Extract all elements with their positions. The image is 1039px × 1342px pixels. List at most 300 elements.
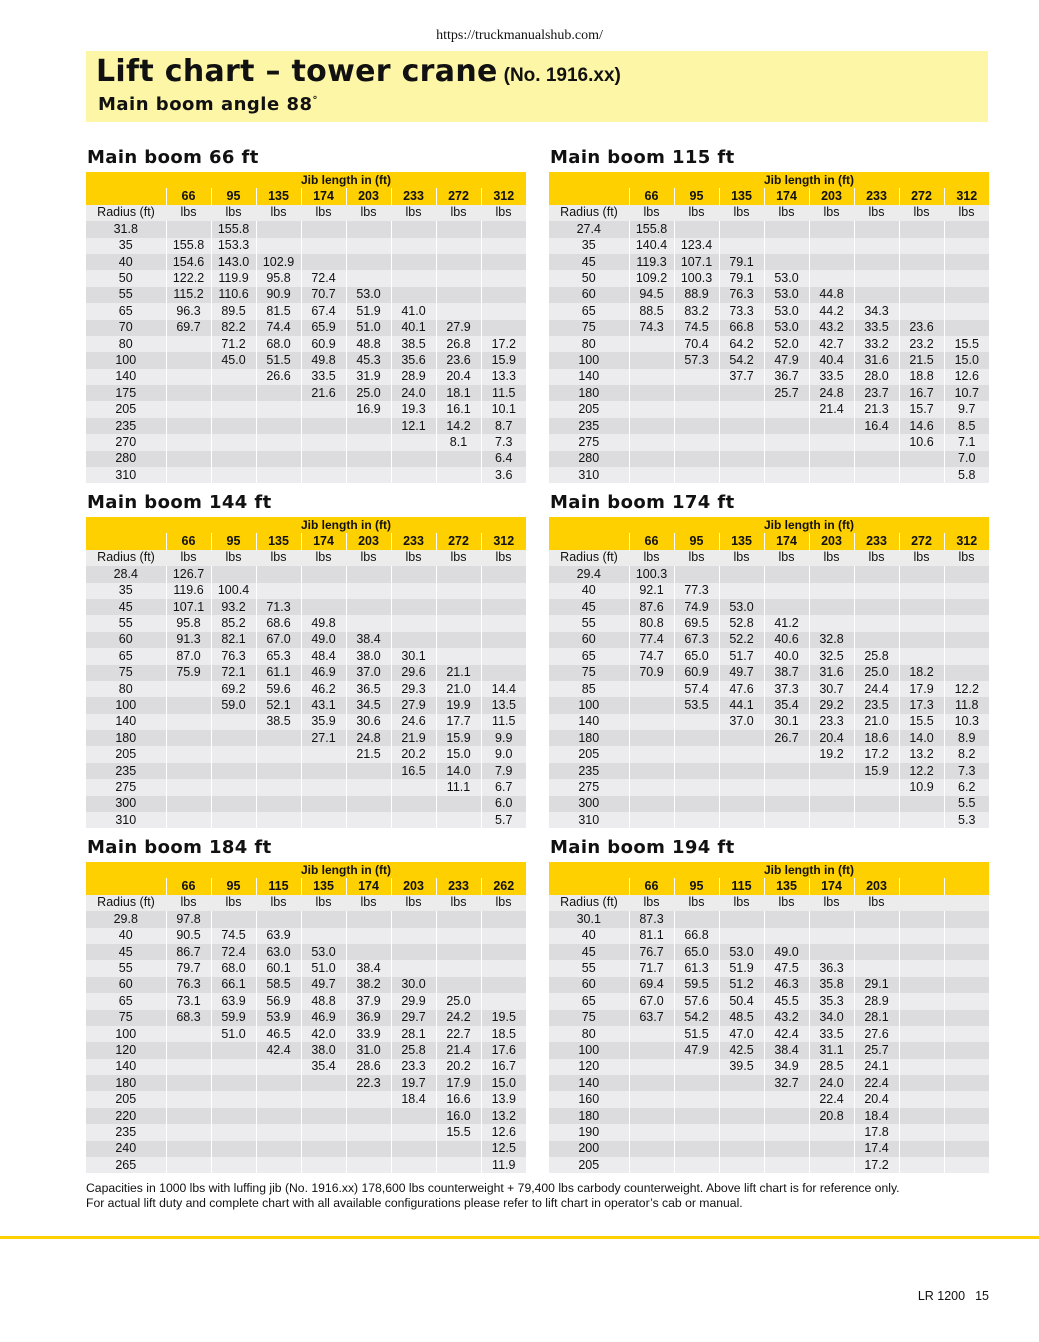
capacity-cell bbox=[944, 320, 989, 336]
capacity-cell bbox=[629, 385, 674, 401]
capacity-cell bbox=[629, 467, 674, 483]
capacity-cell: 6.2 bbox=[944, 779, 989, 795]
capacity-cell: 17.9 bbox=[436, 1075, 481, 1091]
capacity-cell: 23.2 bbox=[899, 336, 944, 352]
subtitle-text: Main boom angle 88 bbox=[98, 94, 313, 115]
capacity-cell bbox=[166, 1091, 211, 1107]
capacity-cell: 21.5 bbox=[346, 746, 391, 762]
capacity-cell bbox=[346, 763, 391, 779]
page-footer bbox=[918, 1289, 989, 1303]
capacity-cell: 48.4 bbox=[301, 648, 346, 664]
capacity-cell: 30.0 bbox=[391, 977, 436, 993]
capacity-cell: 25.8 bbox=[391, 1042, 436, 1058]
capacity-cell: 21.1 bbox=[436, 665, 481, 681]
capacity-cell: 33.9 bbox=[346, 1026, 391, 1042]
jib-label-row bbox=[86, 517, 526, 533]
radius-cell: 235 bbox=[549, 418, 629, 434]
capacity-cell: 88.9 bbox=[674, 287, 719, 303]
capacity-cell: 10.6 bbox=[899, 434, 944, 450]
jib-length-cell: 174 bbox=[764, 188, 809, 204]
jib-length-cell: 66 bbox=[629, 878, 674, 894]
capacity-cell bbox=[809, 796, 854, 812]
capacity-cell: 22.4 bbox=[854, 1075, 899, 1091]
capacity-cell bbox=[166, 1042, 211, 1058]
capacity-cell bbox=[899, 467, 944, 483]
unit-cell: lbs bbox=[211, 895, 256, 911]
capacity-cell: 72.4 bbox=[301, 270, 346, 286]
capacity-cell: 25.0 bbox=[854, 665, 899, 681]
capacity-cell bbox=[211, 796, 256, 812]
jib-length-cell: 312 bbox=[944, 533, 989, 549]
capacity-cell: 49.0 bbox=[764, 944, 809, 960]
capacity-cell bbox=[629, 336, 674, 352]
header-blank-cell bbox=[86, 533, 166, 549]
table-row bbox=[549, 779, 989, 795]
capacity-cell bbox=[346, 566, 391, 582]
capacity-cell bbox=[256, 1141, 301, 1157]
table-row bbox=[86, 993, 526, 1009]
table-row bbox=[86, 1157, 526, 1173]
capacity-cell: 52.8 bbox=[719, 615, 764, 631]
source-url[interactable]: https://truckmanualshub.com/ bbox=[436, 28, 603, 43]
capacity-cell bbox=[166, 336, 211, 352]
capacity-cell: 37.7 bbox=[719, 369, 764, 385]
chart-title: Main boom 194 ft bbox=[550, 837, 735, 858]
capacity-cell bbox=[301, 583, 346, 599]
capacity-cell: 73.1 bbox=[166, 993, 211, 1009]
unit-cell: lbs bbox=[719, 205, 764, 221]
capacity-cell bbox=[854, 615, 899, 631]
capacity-cell bbox=[899, 648, 944, 664]
radius-cell: 75 bbox=[86, 665, 166, 681]
capacity-cell: 53.0 bbox=[764, 303, 809, 319]
radius-cell: 180 bbox=[549, 1108, 629, 1124]
capacity-cell bbox=[899, 566, 944, 582]
capacity-cell: 21.0 bbox=[854, 714, 899, 730]
capacity-cell: 7.3 bbox=[481, 434, 526, 450]
capacity-cell: 53.0 bbox=[764, 287, 809, 303]
capacity-cell bbox=[481, 944, 526, 960]
capacity-cell bbox=[211, 714, 256, 730]
table-row bbox=[549, 796, 989, 812]
unit-cell: lbs bbox=[436, 205, 481, 221]
capacity-cell: 83.2 bbox=[674, 303, 719, 319]
radius-cell: 60 bbox=[86, 977, 166, 993]
capacity-cell bbox=[166, 1157, 211, 1173]
capacity-cell bbox=[854, 583, 899, 599]
model-number: (No. 1916.xx) bbox=[503, 65, 621, 86]
capacity-cell: 28.6 bbox=[346, 1059, 391, 1075]
capacity-cell bbox=[764, 467, 809, 483]
radius-cell: 190 bbox=[549, 1124, 629, 1140]
capacity-cell bbox=[629, 746, 674, 762]
chart-title: Main boom 184 ft bbox=[87, 837, 272, 858]
capacity-cell bbox=[301, 238, 346, 254]
jib-label-row bbox=[549, 862, 989, 878]
radius-cell: 30.1 bbox=[549, 911, 629, 927]
capacity-cell bbox=[854, 632, 899, 648]
unit-cell: lbs bbox=[256, 205, 301, 221]
capacity-cell: 36.3 bbox=[809, 960, 854, 976]
jib-length-cell: 66 bbox=[629, 533, 674, 549]
capacity-cell bbox=[301, 599, 346, 615]
capacity-cell bbox=[256, 401, 301, 417]
capacity-cell bbox=[391, 960, 436, 976]
table-row bbox=[549, 583, 989, 599]
capacity-cell: 59.5 bbox=[674, 977, 719, 993]
capacity-cell: 22.3 bbox=[346, 1075, 391, 1091]
radius-label: Radius (ft) bbox=[86, 550, 166, 566]
capacity-cell bbox=[391, 238, 436, 254]
capacity-cell: 23.3 bbox=[809, 714, 854, 730]
capacity-cell: 15.0 bbox=[944, 352, 989, 368]
capacity-cell bbox=[629, 369, 674, 385]
lift-chart-table bbox=[549, 862, 989, 1173]
header-blank-cell bbox=[86, 517, 166, 533]
table-row bbox=[86, 1059, 526, 1075]
radius-cell: 60 bbox=[86, 632, 166, 648]
capacity-cell: 22.4 bbox=[809, 1091, 854, 1107]
capacity-cell bbox=[944, 648, 989, 664]
capacity-cell: 68.6 bbox=[256, 615, 301, 631]
capacity-cell bbox=[764, 1141, 809, 1157]
table-row bbox=[549, 1059, 989, 1075]
capacity-cell bbox=[211, 1091, 256, 1107]
capacity-cell: 20.4 bbox=[854, 1091, 899, 1107]
capacity-cell: 45.0 bbox=[211, 352, 256, 368]
capacity-cell: 5.8 bbox=[944, 467, 989, 483]
capacity-cell: 28.0 bbox=[854, 369, 899, 385]
capacity-cell: 59.9 bbox=[211, 1010, 256, 1026]
capacity-cell: 7.0 bbox=[944, 451, 989, 467]
table-row bbox=[86, 714, 526, 730]
table-row bbox=[86, 615, 526, 631]
capacity-cell bbox=[764, 566, 809, 582]
capacity-cell: 95.8 bbox=[166, 615, 211, 631]
capacity-cell: 18.1 bbox=[436, 385, 481, 401]
capacity-cell bbox=[391, 796, 436, 812]
capacity-cell: 28.1 bbox=[391, 1026, 436, 1042]
capacity-cell bbox=[391, 1141, 436, 1157]
jib-length-cell bbox=[944, 878, 989, 894]
capacity-cell bbox=[256, 451, 301, 467]
jib-length-cell: 262 bbox=[481, 878, 526, 894]
capacity-cell bbox=[899, 1108, 944, 1124]
radius-cell: 200 bbox=[549, 1141, 629, 1157]
table-row bbox=[549, 763, 989, 779]
capacity-cell bbox=[436, 648, 481, 664]
capacity-cell bbox=[899, 1124, 944, 1140]
jib-label-row bbox=[86, 862, 526, 878]
jib-lengths-row bbox=[549, 188, 989, 204]
table-row bbox=[549, 467, 989, 483]
capacity-cell: 20.4 bbox=[809, 730, 854, 746]
capacity-cell: 19.7 bbox=[391, 1075, 436, 1091]
capacity-cell: 71.3 bbox=[256, 599, 301, 615]
radius-cell: 27.4 bbox=[549, 221, 629, 237]
capacity-cell bbox=[899, 1059, 944, 1075]
capacity-cell bbox=[301, 1157, 346, 1173]
capacity-cell bbox=[899, 1091, 944, 1107]
capacity-cell bbox=[944, 1010, 989, 1026]
capacity-cell: 51.0 bbox=[301, 960, 346, 976]
capacity-cell bbox=[719, 1108, 764, 1124]
capacity-cell: 87.3 bbox=[629, 911, 674, 927]
capacity-cell bbox=[436, 270, 481, 286]
jib-length-cell: 174 bbox=[764, 533, 809, 549]
capacity-cell: 35.4 bbox=[301, 1059, 346, 1075]
capacity-cell: 110.6 bbox=[211, 287, 256, 303]
jib-length-cell: 95 bbox=[211, 533, 256, 549]
capacity-cell bbox=[346, 1157, 391, 1173]
capacity-cell: 27.6 bbox=[854, 1026, 899, 1042]
capacity-cell bbox=[629, 681, 674, 697]
radius-cell: 65 bbox=[86, 648, 166, 664]
capacity-cell: 29.7 bbox=[391, 1010, 436, 1026]
capacity-cell bbox=[899, 632, 944, 648]
radius-cell: 100 bbox=[86, 352, 166, 368]
capacity-cell bbox=[346, 221, 391, 237]
capacity-cell: 18.5 bbox=[481, 1026, 526, 1042]
radius-cell: 120 bbox=[86, 1042, 166, 1058]
capacity-cell: 13.3 bbox=[481, 369, 526, 385]
jib-length-label: Jib length in (ft) bbox=[629, 517, 989, 533]
radius-cell: 50 bbox=[549, 270, 629, 286]
radius-cell: 100 bbox=[549, 697, 629, 713]
capacity-cell bbox=[854, 287, 899, 303]
radius-cell: 50 bbox=[86, 270, 166, 286]
lift-chart-table bbox=[86, 172, 526, 483]
lift-chart-table bbox=[86, 862, 526, 1173]
unit-cell bbox=[944, 895, 989, 911]
capacity-cell bbox=[301, 401, 346, 417]
capacity-cell: 43.2 bbox=[764, 1010, 809, 1026]
capacity-cell: 119.6 bbox=[166, 583, 211, 599]
table-row bbox=[549, 303, 989, 319]
capacity-cell: 79.7 bbox=[166, 960, 211, 976]
capacity-cell bbox=[346, 1108, 391, 1124]
capacity-cell bbox=[481, 632, 526, 648]
capacity-cell: 45.3 bbox=[346, 352, 391, 368]
table-row bbox=[86, 944, 526, 960]
capacity-cell bbox=[481, 254, 526, 270]
capacity-cell: 47.6 bbox=[719, 681, 764, 697]
radius-cell: 29.8 bbox=[86, 911, 166, 927]
table-row bbox=[549, 911, 989, 927]
jib-length-cell: 233 bbox=[391, 533, 436, 549]
capacity-cell: 64.2 bbox=[719, 336, 764, 352]
capacity-cell bbox=[899, 911, 944, 927]
capacity-cell bbox=[809, 944, 854, 960]
capacity-cell: 12.2 bbox=[899, 763, 944, 779]
jib-length-cell: 66 bbox=[166, 878, 211, 894]
capacity-cell bbox=[944, 993, 989, 1009]
capacity-cell bbox=[629, 763, 674, 779]
capacity-cell: 60.1 bbox=[256, 960, 301, 976]
jib-length-cell: 312 bbox=[481, 188, 526, 204]
capacity-cell bbox=[629, 451, 674, 467]
capacity-cell bbox=[391, 583, 436, 599]
capacity-cell bbox=[436, 221, 481, 237]
capacity-cell bbox=[854, 221, 899, 237]
capacity-cell bbox=[166, 697, 211, 713]
capacity-cell bbox=[481, 583, 526, 599]
capacity-cell: 15.5 bbox=[944, 336, 989, 352]
capacity-cell: 65.9 bbox=[301, 320, 346, 336]
capacity-cell bbox=[436, 287, 481, 303]
table-row bbox=[549, 385, 989, 401]
capacity-cell: 21.3 bbox=[854, 401, 899, 417]
capacity-cell: 41.0 bbox=[391, 303, 436, 319]
capacity-cell: 47.5 bbox=[764, 960, 809, 976]
radius-label: Radius (ft) bbox=[549, 895, 629, 911]
capacity-cell: 35.3 bbox=[809, 993, 854, 1009]
capacity-cell bbox=[629, 1157, 674, 1173]
capacity-cell: 60.9 bbox=[674, 665, 719, 681]
capacity-cell bbox=[899, 615, 944, 631]
capacity-cell: 57.4 bbox=[674, 681, 719, 697]
radius-cell: 235 bbox=[86, 763, 166, 779]
radius-cell: 180 bbox=[549, 730, 629, 746]
unit-cell: lbs bbox=[256, 550, 301, 566]
radius-cell: 270 bbox=[86, 434, 166, 450]
capacity-cell bbox=[166, 763, 211, 779]
capacity-cell: 9.0 bbox=[481, 746, 526, 762]
radius-cell: 45 bbox=[549, 944, 629, 960]
lift-chart-block bbox=[549, 148, 989, 483]
capacity-cell bbox=[719, 434, 764, 450]
capacity-cell bbox=[629, 1075, 674, 1091]
capacity-cell: 18.8 bbox=[899, 369, 944, 385]
table-row bbox=[86, 1042, 526, 1058]
radius-cell: 280 bbox=[549, 451, 629, 467]
header-blank-cell bbox=[86, 188, 166, 204]
capacity-cell bbox=[899, 238, 944, 254]
capacity-cell: 61.3 bbox=[674, 960, 719, 976]
radius-cell: 140 bbox=[86, 369, 166, 385]
capacity-cell bbox=[481, 977, 526, 993]
capacity-cell: 16.9 bbox=[346, 401, 391, 417]
capacity-cell: 100.4 bbox=[211, 583, 256, 599]
capacity-cell bbox=[854, 467, 899, 483]
footnote bbox=[86, 1181, 996, 1211]
capacity-cell bbox=[301, 254, 346, 270]
capacity-cell bbox=[719, 418, 764, 434]
jib-length-cell: 312 bbox=[944, 188, 989, 204]
unit-cell: lbs bbox=[629, 895, 674, 911]
jib-length-cell: 272 bbox=[436, 188, 481, 204]
capacity-cell: 5.5 bbox=[944, 796, 989, 812]
capacity-cell bbox=[391, 467, 436, 483]
capacity-cell bbox=[629, 1042, 674, 1058]
capacity-cell: 31.9 bbox=[346, 369, 391, 385]
radius-cell: 45 bbox=[549, 254, 629, 270]
unit-cell: lbs bbox=[719, 550, 764, 566]
capacity-cell: 16.7 bbox=[899, 385, 944, 401]
capacity-cell: 51.0 bbox=[211, 1026, 256, 1042]
capacity-cell: 42.0 bbox=[301, 1026, 346, 1042]
capacity-cell: 18.6 bbox=[854, 730, 899, 746]
capacity-cell: 6.4 bbox=[481, 451, 526, 467]
capacity-cell: 24.0 bbox=[391, 385, 436, 401]
capacity-cell: 74.3 bbox=[629, 320, 674, 336]
table-row bbox=[86, 763, 526, 779]
capacity-cell bbox=[211, 1141, 256, 1157]
radius-cell: 100 bbox=[86, 697, 166, 713]
table-row bbox=[549, 369, 989, 385]
radius-cell: 120 bbox=[549, 1059, 629, 1075]
capacity-cell: 67.0 bbox=[256, 632, 301, 648]
jib-length-cell: 135 bbox=[301, 878, 346, 894]
capacity-cell bbox=[899, 1157, 944, 1173]
capacity-cell bbox=[391, 599, 436, 615]
table-row bbox=[86, 911, 526, 927]
capacity-cell bbox=[629, 1124, 674, 1140]
capacity-cell bbox=[674, 779, 719, 795]
jib-length-cell: 66 bbox=[629, 188, 674, 204]
capacity-cell bbox=[346, 599, 391, 615]
table-row bbox=[549, 320, 989, 336]
capacity-cell: 3.6 bbox=[481, 467, 526, 483]
jib-length-cell: 66 bbox=[166, 533, 211, 549]
capacity-cell: 6.7 bbox=[481, 779, 526, 795]
table-row bbox=[86, 418, 526, 434]
radius-cell: 40 bbox=[549, 928, 629, 944]
capacity-cell: 49.7 bbox=[719, 665, 764, 681]
capacity-cell: 68.3 bbox=[166, 1010, 211, 1026]
capacity-cell bbox=[764, 812, 809, 828]
jib-length-cell: 174 bbox=[809, 878, 854, 894]
capacity-cell bbox=[719, 779, 764, 795]
capacity-cell bbox=[854, 566, 899, 582]
capacity-cell: 44.1 bbox=[719, 697, 764, 713]
capacity-cell bbox=[391, 615, 436, 631]
capacity-cell bbox=[809, 763, 854, 779]
header-blank-cell bbox=[86, 172, 166, 188]
radius-cell: 60 bbox=[549, 977, 629, 993]
capacity-cell: 24.4 bbox=[854, 681, 899, 697]
capacity-cell bbox=[944, 1059, 989, 1075]
capacity-cell bbox=[211, 385, 256, 401]
capacity-cell: 100.3 bbox=[629, 566, 674, 582]
capacity-cell: 29.2 bbox=[809, 697, 854, 713]
radius-cell: 300 bbox=[86, 796, 166, 812]
capacity-cell bbox=[944, 1091, 989, 1107]
capacity-cell bbox=[719, 1091, 764, 1107]
capacity-cell: 30.7 bbox=[809, 681, 854, 697]
capacity-cell: 21.0 bbox=[436, 681, 481, 697]
table-row bbox=[549, 615, 989, 631]
capacity-cell bbox=[301, 796, 346, 812]
capacity-cell: 90.5 bbox=[166, 928, 211, 944]
capacity-cell: 49.0 bbox=[301, 632, 346, 648]
capacity-cell: 25.0 bbox=[436, 993, 481, 1009]
capacity-cell: 47.9 bbox=[674, 1042, 719, 1058]
capacity-cell: 17.3 bbox=[899, 697, 944, 713]
radius-cell: 80 bbox=[86, 336, 166, 352]
capacity-cell bbox=[809, 434, 854, 450]
capacity-cell: 20.2 bbox=[391, 746, 436, 762]
capacity-cell: 51.5 bbox=[674, 1026, 719, 1042]
capacity-cell bbox=[944, 238, 989, 254]
table-row bbox=[549, 944, 989, 960]
capacity-cell: 79.1 bbox=[719, 270, 764, 286]
footnote-line-1: Capacities in 1000 lbs with luffing jib (No. 1916.xx) 178,600 lbs counterweight + 79,400 lbs carbody counterweight. Above lift chart is for reference only. bbox=[86, 1181, 900, 1195]
capacity-cell bbox=[674, 1075, 719, 1091]
jib-lengths-row bbox=[549, 878, 989, 894]
capacity-cell bbox=[166, 714, 211, 730]
page-title bbox=[96, 54, 621, 89]
